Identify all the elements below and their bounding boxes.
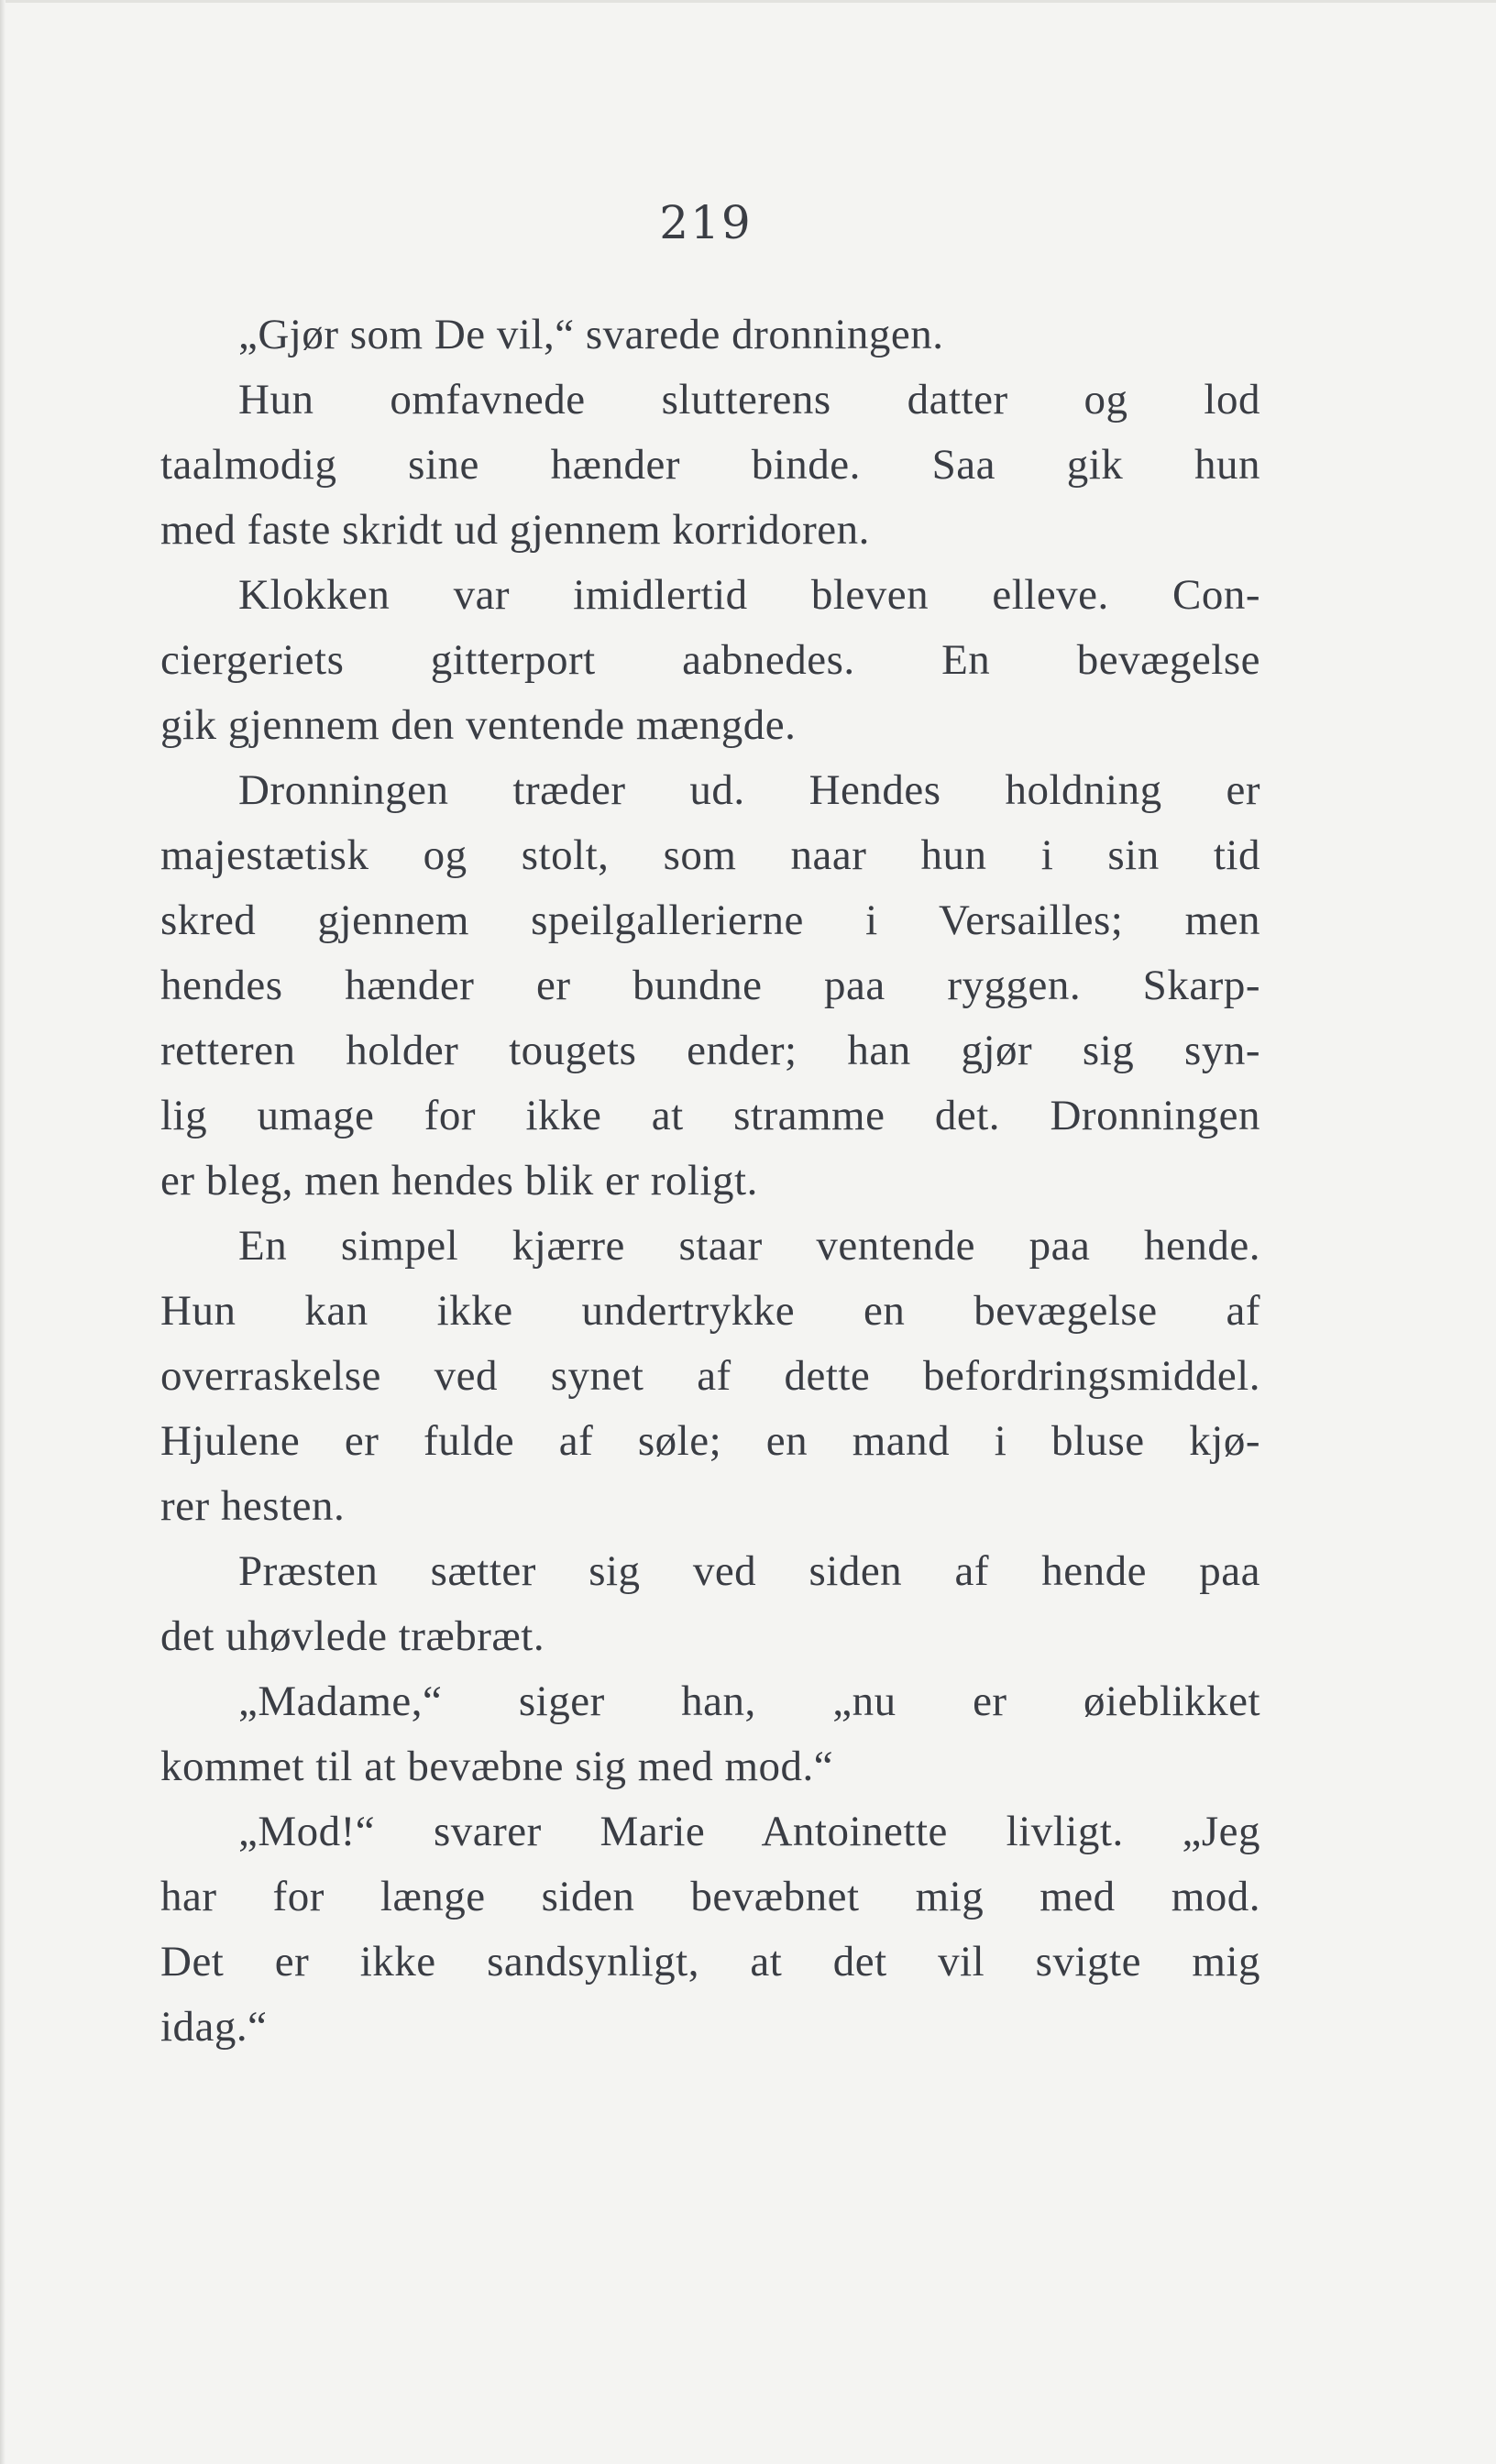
text-line: Klokken var imidlertid bleven elleve. Con- xyxy=(238,571,1260,619)
text-line: skred gjennem speilgallerierne i Versailles; men xyxy=(160,896,1260,944)
text-line: lig umage for ikke at stramme det. Dronningen xyxy=(160,1092,1260,1139)
text-line: majestætisk og stolt, som naar hun i sin tid xyxy=(160,831,1260,879)
text-line: idag.“ xyxy=(160,2003,268,2051)
text-line: ciergeriets gitterport aabnedes. En bevægelse xyxy=(160,636,1260,684)
text-line: det uhøvlede træbræt. xyxy=(160,1612,545,1660)
text-line: Dronningen træder ud. Hendes holdning er xyxy=(238,766,1260,814)
text-line: taalmodig sine hænder binde. Saa gik hun xyxy=(160,441,1260,489)
text-line: En simpel kjærre staar ventende paa hende. xyxy=(238,1222,1260,1270)
text-line: Hun kan ikke undertrykke en bevægelse af xyxy=(160,1287,1260,1335)
text-line: „Gjør som De vil,“ svarede dronningen. xyxy=(238,311,944,358)
text-line: hendes hænder er bundne paa ryggen. Skarp- xyxy=(160,962,1260,1009)
page-top-edge xyxy=(0,0,1496,3)
text-line: kommet til at bevæbne sig med mod.“ xyxy=(160,1743,834,1790)
page-number: 219 xyxy=(659,196,753,249)
text-line: Hjulene er fulde af søle; en mand i bluse kjø- xyxy=(160,1417,1260,1465)
page-binding-edge xyxy=(0,0,6,2464)
body-text xyxy=(160,302,1260,2060)
text-line: „Mod!“ svarer Marie Antoinette livligt. „Jeg xyxy=(238,1808,1260,1855)
text-line: retteren holder tougets ender; han gjør sig syn- xyxy=(160,1027,1260,1074)
text-line: har for længe siden bevæbnet mig med mod. xyxy=(160,1873,1260,1920)
text-line: Præsten sætter sig ved siden af hende paa xyxy=(238,1547,1260,1595)
text-line: gik gjennem den ventende mængde. xyxy=(160,701,797,749)
text-line: rer hesten. xyxy=(160,1482,346,1530)
text-line: overraskelse ved synet af dette befordringsmiddel. xyxy=(160,1352,1260,1400)
text-line: Det er ikke sandsynligt, at det vil svigte mig xyxy=(160,1938,1260,1986)
text-line: Hun omfavnede slutterens datter og lod xyxy=(238,376,1260,424)
text-line: er bleg, men hendes blik er roligt. xyxy=(160,1157,758,1204)
text-line: „Madame,“ siger han, „nu er øieblikket xyxy=(238,1678,1260,1725)
text-line: med faste skridt ud gjennem korridoren. xyxy=(160,506,870,554)
